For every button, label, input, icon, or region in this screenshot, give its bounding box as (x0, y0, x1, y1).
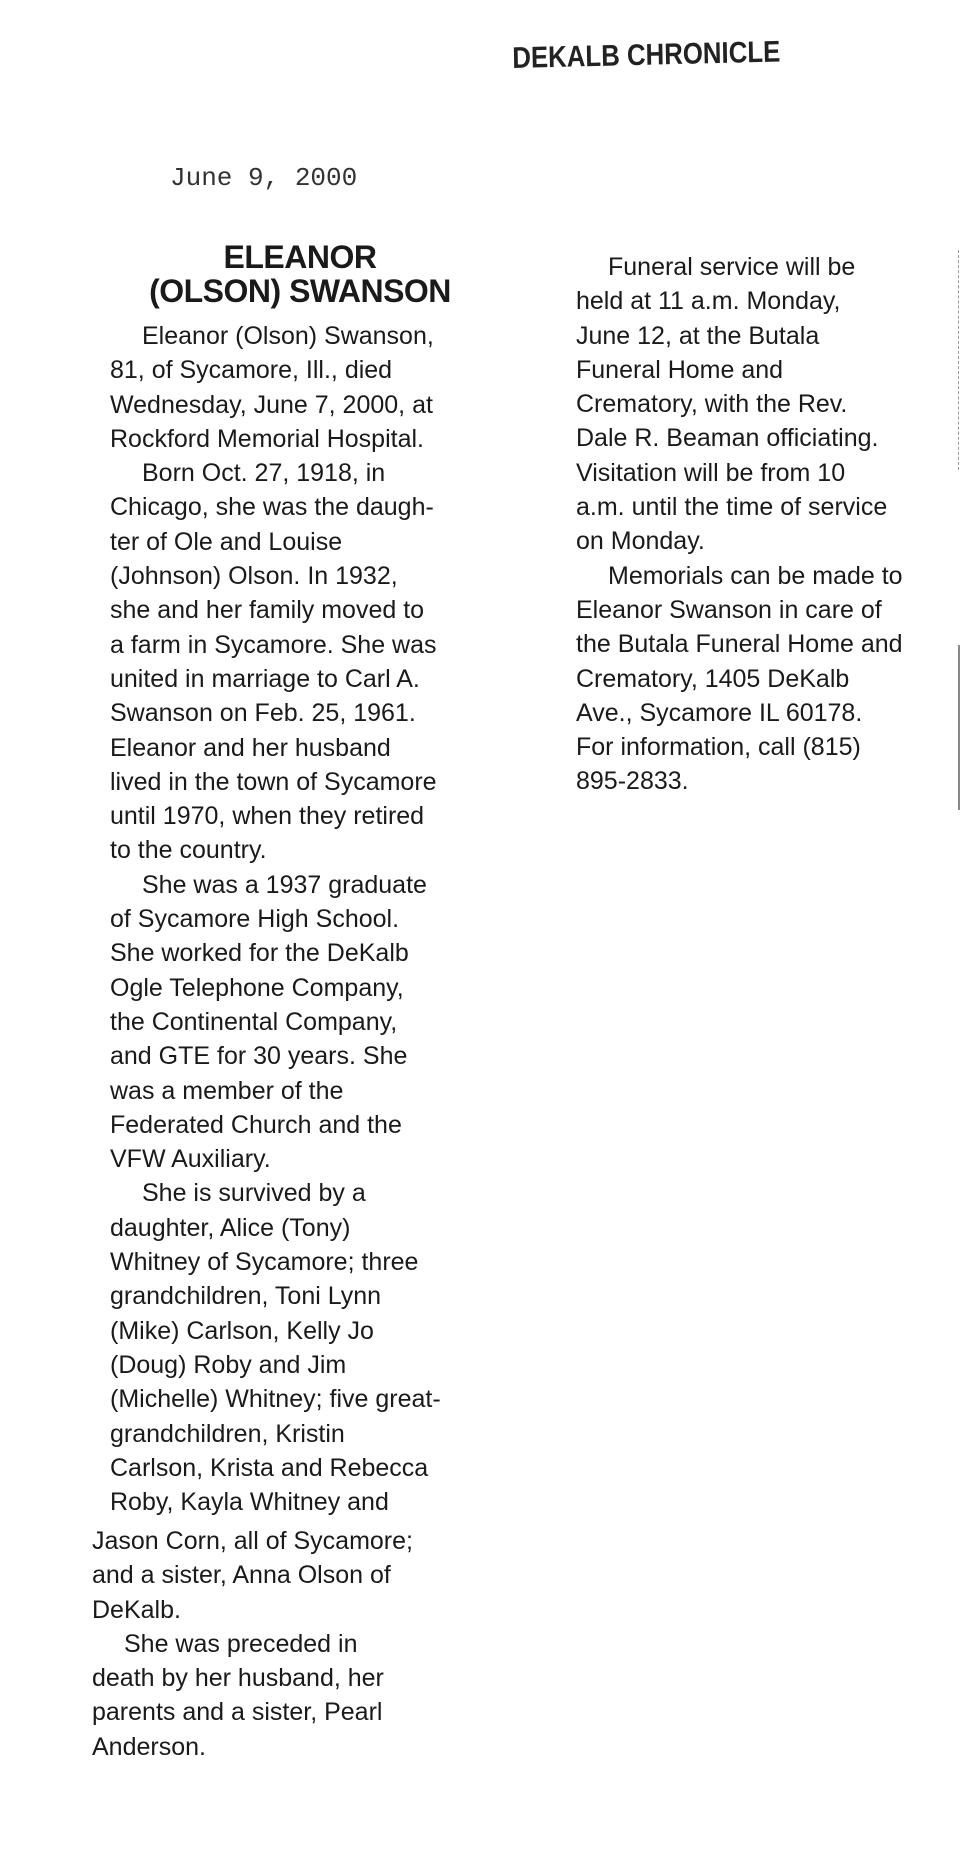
text-line: she and her family moved to (110, 596, 425, 625)
text-line: (Doug) Roby and Jim (110, 1350, 347, 1379)
headline-line-2: (OLSON) SWANSON (149, 273, 451, 309)
text-line: and a sister, Anna Olson of (92, 1561, 391, 1590)
obituary-headline (100, 240, 500, 308)
text-line: daughter, Alice (Tony) (110, 1213, 351, 1242)
text-line: June 12, at the Butala (576, 321, 820, 350)
text-line: For information, call (815) (576, 733, 861, 762)
publication-date: June 9, 2000 (170, 163, 358, 193)
text-line: Rockford Memorial Hospital. (110, 424, 424, 453)
text-line: She was a 1937 graduate (142, 870, 427, 899)
text-line: grandchildren, Kristin (110, 1419, 345, 1448)
text-line: (Johnson) Olson. In 1932, (110, 562, 398, 591)
text-line: Eleanor and her husband (110, 733, 391, 762)
right-column (576, 250, 903, 799)
text-line: Ave., Sycamore IL 60178. (576, 698, 863, 727)
left-column-continued (92, 1524, 413, 1764)
text-line: Ogle Telephone Company, (110, 973, 404, 1002)
text-line: Funeral service will be (608, 253, 856, 281)
text-line: the Continental Company, (110, 1007, 398, 1036)
text-line: Dale R. Beaman officiating. (576, 424, 879, 453)
text-line: parents and a sister, Pearl (92, 1698, 383, 1727)
text-line: 81, of Sycamore, Ill., died (110, 356, 393, 385)
text-line: She is survived by a (142, 1179, 366, 1208)
text-line: Memorials can be made to (608, 561, 903, 590)
text-line: VFW Auxiliary. (110, 1145, 271, 1174)
text-line: DeKalb. (92, 1595, 181, 1624)
text-line: held at 11 a.m. Monday, (576, 287, 841, 316)
text-line: a.m. until the time of service (576, 493, 888, 522)
text-line: Born Oct. 27, 1918, in (142, 459, 386, 488)
text-line: Jason Corn, all of Sycamore; (92, 1527, 413, 1555)
text-line: Federated Church and the (110, 1110, 402, 1139)
text-line: was a member of the (110, 1076, 344, 1105)
text-line: Eleanor Swanson in care of (576, 595, 882, 624)
text-line: 895-2833. (576, 767, 689, 796)
text-line: Chicago, she was the daugh- (110, 493, 434, 522)
text-line: the Butala Funeral Home and (576, 630, 903, 659)
text-line: Crematory, 1405 DeKalb (576, 664, 850, 693)
text-line: lived in the town of Sycamore (110, 767, 437, 796)
headline-line-1: ELEANOR (223, 239, 377, 275)
text-line: Wednesday, June 7, 2000, at (110, 390, 433, 419)
text-line: on Monday. (576, 527, 705, 556)
text-line: She was preceded in (124, 1629, 358, 1658)
text-line: Eleanor (Olson) Swanson, (142, 322, 434, 350)
text-line: Funeral Home and (576, 355, 784, 384)
text-line: united in marriage to Carl A. (110, 664, 420, 693)
left-column (110, 319, 441, 1519)
newspaper-masthead: DEKALB CHRONICLE (512, 35, 781, 75)
text-line: of Sycamore High School. (110, 905, 400, 934)
text-line: and GTE for 30 years. She (110, 1042, 408, 1071)
text-line: grandchildren, Toni Lynn (110, 1282, 382, 1311)
text-line: a farm in Sycamore. She was (110, 630, 437, 659)
text-line: She worked for the DeKalb (110, 939, 409, 968)
column-edge-mark (958, 250, 960, 470)
text-line: Roby, Kayla Whitney and (110, 1488, 389, 1517)
text-line: (Michelle) Whitney; five great- (110, 1385, 441, 1414)
text-line: Anderson. (92, 1732, 206, 1761)
text-line: Whitney of Sycamore; three (110, 1248, 419, 1277)
text-line: ter of Ole and Louise (110, 527, 343, 556)
text-line: until 1970, when they retired (110, 802, 425, 831)
text-line: (Mike) Carlson, Kelly Jo (110, 1316, 374, 1345)
text-line: Carlson, Krista and Rebecca (110, 1453, 429, 1482)
text-line: Visitation will be from 10 (576, 458, 846, 487)
text-line: death by her husband, her (92, 1664, 384, 1693)
text-line: Swanson on Feb. 25, 1961. (110, 699, 416, 728)
column-edge-rule (958, 645, 960, 810)
text-line: Crematory, with the Rev. (576, 390, 848, 419)
text-line: to the country. (110, 836, 267, 865)
